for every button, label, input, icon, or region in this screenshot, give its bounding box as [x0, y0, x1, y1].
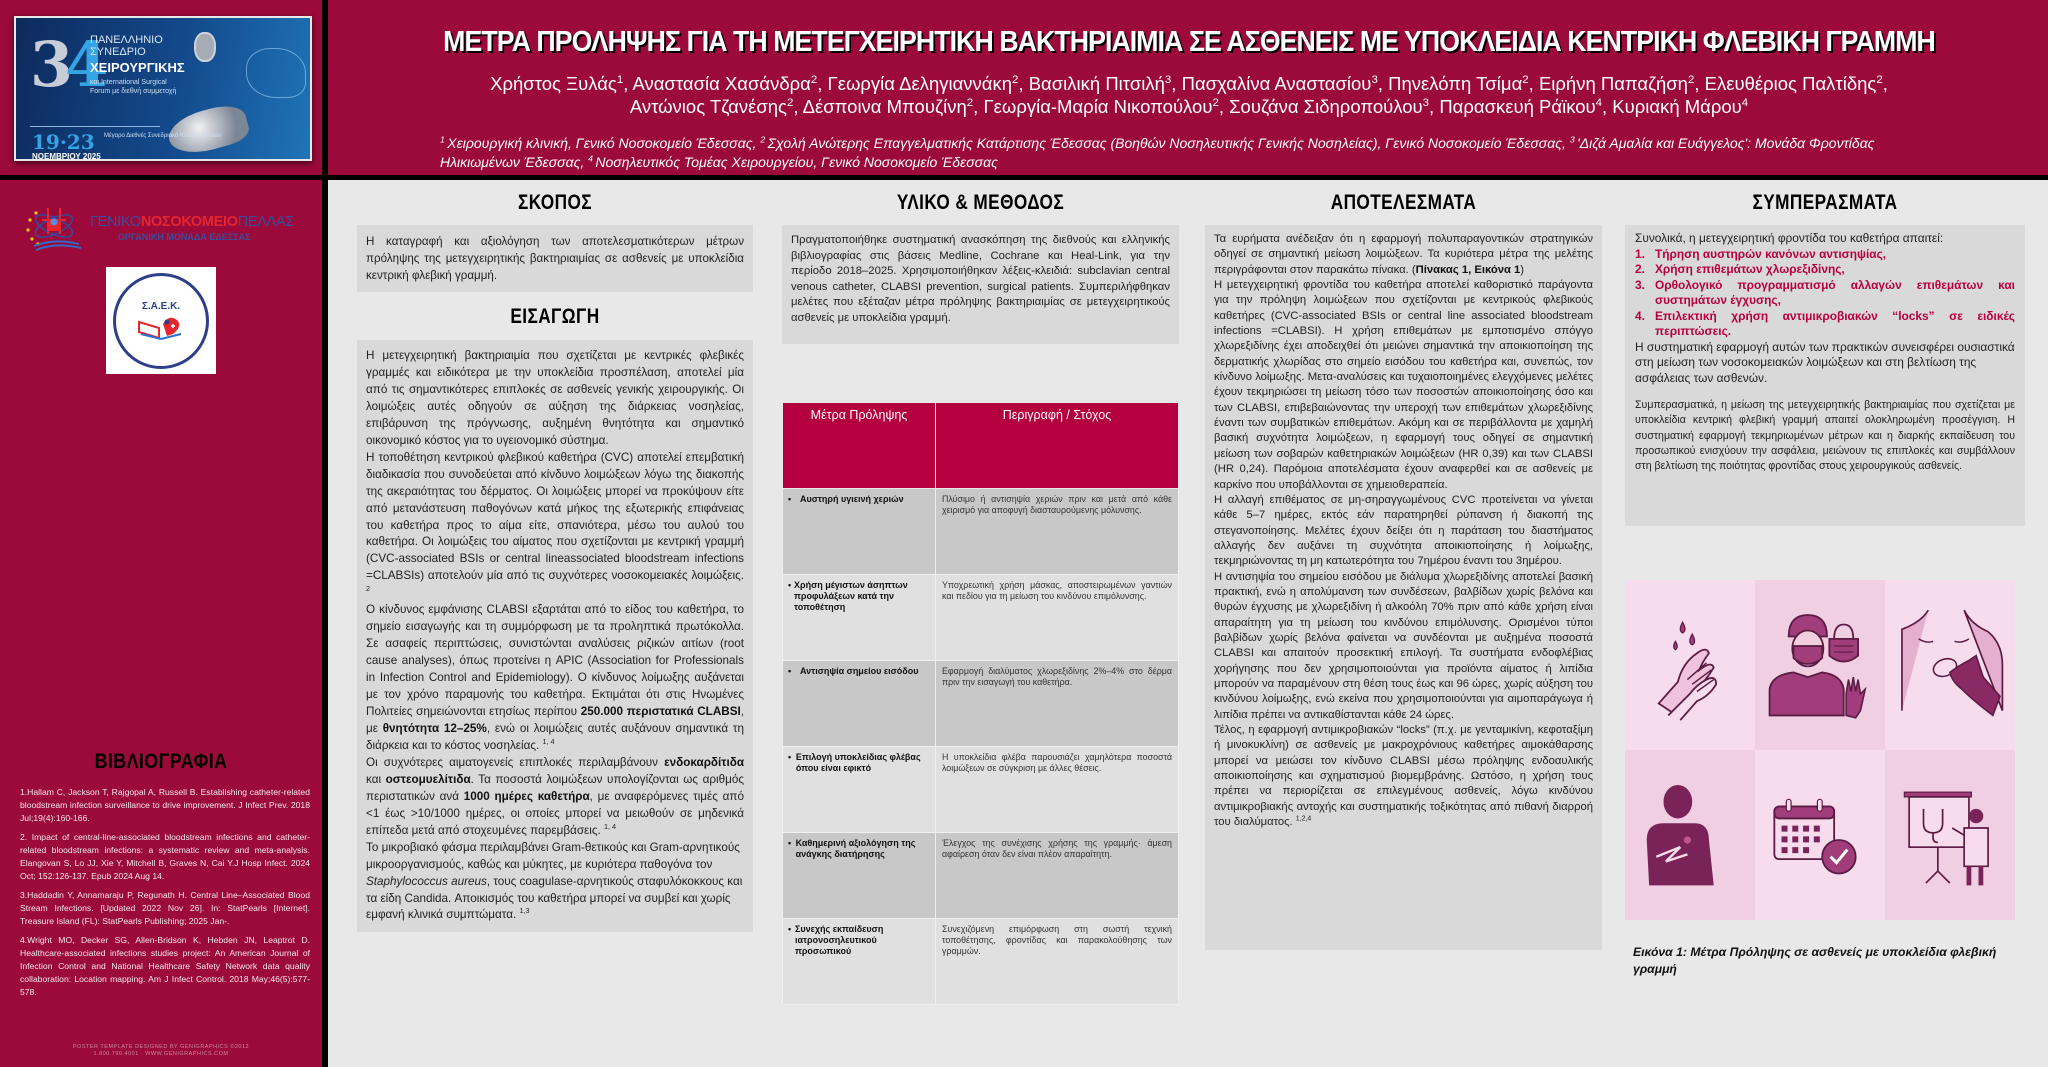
hand-washing-icon — [1630, 587, 1750, 743]
author: Κυριακή Μάρου$^4$ — [1612, 96, 1749, 117]
author: Πασχαλίνα Αναστασίου$^3$ — [1181, 73, 1378, 94]
conclusion-item: 3. Ορθολογικό προγραμματισμό αλλαγών επιθεμάτων και συστημάτων έγχυσης, — [1635, 277, 2015, 307]
intro-paragraph: Ο κίνδυνος εμφάνισης CLABSI εξαρτάται από το είδος του καθετήρα, το σημείο εισαγωγής και τη συμμόρφωση με τα προληπτικά πρωτόκολλα. Σε ασαφείς περιπτώσεις, συνιστώνται αναλύσεις ριζικών αιτίων (root cause analyses), όπως προτείνει η APIC (Association for Professionals in Infection Control and Epidemiology). Ο κίνδυνος λοίμωξης αυξάνεται με τον χρόνο παραμονής του καθετήρα. Εκτιμάται ότι στις Ηνωμένες Πολιτείες σημειώνονται ετησίως περίπου 250.000 περιστατικά CLABSI, με θνητότητα 12–25%, ενώ οι λοιμώξεις αυτές αυξάνουν σημαντικά τη διάρκεια και το κόστος νοσηλείας. $^{1, 4}$ — [366, 603, 744, 752]
intro-paragraph: Η μετεγχειρητική βακτηριαιμία που σχετίζεται με κεντρικές φλεβικές γραμμές και ειδικότερα με την υποκλείδια προσπέλαση, αποτελεί μία από τις σημαντικότερες επιπλοκές σε ασθενείς γενικής χειρουργικής. Οι λοιμώξεις αυτές οδηγούν σε αύξηση της διάρκειας νοσηλείας, επιβάρυνση της πρόγνωσης, αυξημένη θνητότητα και σημαντικό οικονομικό κόστος για το υγειονομικό σύστημα. — [366, 349, 744, 447]
reference-item: 4.Wright MO, Decker SG, Allen-Bridson K, Hebden JN, Leaptrot D. Healthcare-associated infections studies project: An American Journal of Infection Control and National Healthcare Safety Network data quality collaboration: Location mapping. Am J Infect Control. 2018 May;46(5):577-578. — [20, 935, 310, 997]
table-row — [783, 661, 1179, 747]
column-results — [1205, 180, 1602, 950]
saek-emblem-icon — [113, 273, 209, 369]
reference-item: 1.Hallam C, Jackson T, Rajgopal A, Russell B. Establishing catheter-related bloodstream infection surveillance to drive improvement. J Infect Prev. 2018 Jul;19(4):160-166. — [20, 787, 310, 823]
banner-venue: Μέγαρο Διεθνές Συνεδριακό Κέντρο Αθηνών — [104, 133, 222, 139]
table-row — [783, 747, 1179, 833]
prevention-measures-table — [782, 402, 1179, 1005]
bullet-icon: • — [788, 580, 792, 590]
conclusion-item: 2. Χρήση επιθεμάτων χλωρεξιδίνης, — [1635, 262, 1845, 276]
hospital-name: ΓΕΝΙΚΟΝΟΣΟΚΟΜΕΙΟΠΕΛΛΑΣ — [90, 214, 295, 230]
figure-1-icon-grid — [1625, 580, 2015, 920]
banner-line3: ΧΕΙΡΟΥΡΓΙΚΗΣ — [90, 60, 185, 75]
banner-divider — [30, 126, 160, 127]
aim-title: ΣΚΟΠΟΣ — [517, 191, 593, 214]
banner-dates: 19·23 — [32, 130, 95, 154]
left-sidebar — [0, 180, 322, 1067]
bullet-icon: • — [788, 752, 792, 762]
affiliation: $^1$ Χειρουργική κλινική, Γενικό Νοσοκομείο Έδεσσας, — [440, 134, 761, 151]
poster-body — [328, 180, 2048, 1067]
author: Πηνελόπη Τσίμα$^2$ — [1388, 73, 1529, 94]
author-list: Χρήστος Ξυλάς$^1$, Αναστασία Χασάνδρα$^2$, Γεωργία Δεληγιαννάκη$^2$, Βασιλική Πιτσιλή$^3$, Πασχαλίνα Αναστασίου$^3$, Πηνελόπη Τσίμα$^2$, Ειρήνη Παπαζήση$^2$, Ελευθέριος Παλτίδης$^2$, Αντώνιος Τζανέσης$^2$, Δέσποινα Μπουζίνη$^2$, Γεωργία-Μαρία Νικοπούλου$^2$, Σουζάνα Σιδηροπούλου$^3$, Παρασκευή Ράϊκου$^4$, Κυριακή Μάρου$^4$ — [490, 73, 1888, 117]
figure-cell — [1625, 750, 1755, 920]
bullet-icon: • — [788, 924, 792, 934]
conclusions-title: ΣΥΜΠΕΡΑΣΜΑΤΑ — [1752, 191, 1898, 214]
conclusion-item: 1. Τήρηση αυστηρών κανόνων αντισηψίας, — [1635, 246, 1887, 261]
table-row — [783, 575, 1179, 661]
banner-line1: ΠΑΝΕΛΛΗΝΙΟ ΣΥΝΕΔΡΙΟ — [90, 34, 163, 58]
measure-cell: • Συνεχής εκπαίδευση ιατρονοσηλευτικού προσωπικού — [783, 919, 936, 1005]
saek-logo — [106, 267, 216, 374]
figure-cell — [1755, 580, 1885, 750]
figure-cell — [1625, 580, 1755, 750]
mask-gloves-icon — [1760, 587, 1880, 743]
template-credit: POSTER TEMPLATE DESIGNED BY GENIGRAPHICS ©2012 1.800.790.4001 · WWW.GENIGRAPHICS.COM — [72, 1044, 250, 1057]
conclusions-box — [1625, 225, 2025, 526]
reference-item: 3.Haddadin Y, Annamaraju P, Regunath H. Central Line–Associated Blood Stream Infections. [Updated 2022 Nov 26]. In: StatPearls [Internet]. Treasure Island (FL): StatPearls Publishing; 2025 Jan-. — [20, 890, 310, 926]
hospital-logo — [20, 200, 310, 260]
author: Βασιλική Πιτσιλή$^3$ — [1028, 73, 1172, 94]
description-cell: Συνεχιζόμενη επιμόρφωση στη σωστή τεχνική τοποθέτησης, φροντίδας και παρακολούθησης των γραμμών. — [936, 919, 1179, 1005]
congress-number: 34 — [30, 28, 101, 101]
conclusions-list — [1635, 247, 2015, 340]
hospital-emblem-icon — [24, 204, 84, 254]
subclavian-site-icon — [1630, 757, 1750, 913]
column-methods — [782, 180, 1179, 344]
conclusions-paragraph: Η συστηματική εφαρμογή αυτών των πρακτικών συνεισφέρει ουσιαστικά στη μείωση των νοσοκομειακών λοιμώξεων και στη βελτίωση της ασφάλειας των ασθενών. — [1635, 339, 2015, 385]
table-header-description: Περιγραφή / Στόχος — [936, 403, 1179, 489]
affiliation: $^4$ Νοσηλευτικός Τομέας Χειρουργείου, Γενικό Νοσοκομείο Έδεσσας — [588, 153, 998, 170]
table-row — [783, 919, 1179, 1005]
intro-title: ΕΙΣΑΓΩΓΗ — [510, 305, 600, 328]
description-cell: Πλύσιμο ή αντισηψία χεριών πριν και μετά από κάθε χειρισμό για αποφυγή διασταυρούμενης μόλυνσης. — [936, 489, 1179, 575]
bullet-icon: • — [788, 666, 792, 676]
intro-paragraph: Η τοποθέτηση κεντρικού φλεβικού καθετήρα (CVC) αποτελεί επεμβατική διαδικασία που συνοδεύεται από κίνδυνο λοιμώξεων λόγω της διακοπής της ακεραιότητας του δέρματος. Οι λοιμώξεις μπορεί να προκύψουν είτε από μετανάστευση παθογόνων κατά μήκος της εξωτερικής επιφάνειας του καθετήρα προς το αίμα είτε, σπανιότερα, μέσω του αυλού του καθετήρα. Οι λοιμώξεις του αίματος που σχετίζονται με κεντρική γραμμή (CVC-associated BSIs or central lineassociated bloodstream infections =CLABSIs) αποτελούν μία από τις συχνότερες νοσοκομειακές λοιμώξεις. $^2$ — [366, 450, 744, 594]
column-aim-intro — [357, 180, 753, 932]
author: Ειρήνη Παπαζήση$^2$ — [1538, 73, 1695, 94]
intro-box — [357, 340, 753, 932]
results-box — [1205, 225, 1602, 950]
author: Δέσποινα Μπουζίνη$^2$ — [802, 96, 974, 117]
author: Χρήστος Ξυλάς$^1$ — [490, 73, 624, 94]
author: Γεωργία-Μαρία Νικοπούλου$^2$ — [983, 96, 1219, 117]
intro-paragraph: Το μικροβιακό φάσμα περιλαμβάνει Gram-θετικούς και Gram-αρνητικούς μικροοργανισμούς, καθώς και μύκητες, με κυριότερα παθογόνα τον Staphylococcus aureus, τους coagulase-αρνητικούς σταφυλόκοκκους και τα είδη Candida. Αποικισμός του καθετήρα μπορεί να συμβεί και χωρίς εμφανή κλινικά συμπτώματα. $^{1,3}$ — [366, 840, 743, 922]
poster-header — [0, 0, 2048, 175]
author: Γεωργία Δεληγιαννάκη$^2$ — [827, 73, 1019, 94]
column-conclusions — [1625, 180, 2025, 526]
author: Ελευθέριος Παλτίδης$^2$ — [1704, 73, 1883, 94]
methods-box — [782, 225, 1179, 344]
affiliation: $^2$ Σχολή Ανώτερης Επαγγελματικής Κατάρτισης Έδεσσας (Βοηθών Νοσηλευτικής Γενικής Νοσηλείας), Γενικό Νοσοκομείο Έδεσσας, — [760, 134, 1570, 151]
results-paragraph: Η μετεγχειρητική φροντίδα του καθετήρα αποτελεί καθοριστικό παράγοντα για την πρόληψη λοιμώξεων που σχετίζονται με κεντρικούς φλεβικούς καθετήρες (CVC-associated BSIs or central line associated bloodstream infections =CLABSI). Η χρήση επιθεμάτων με εμποτισμένο σπόγγο χλωρεξιδίνης έχει αποδειχθεί ότι μειώνει σημαντικά την αποικιοποίηση της δερματικής χλωρίδας στο σημείο εισόδου του καθετήρα και, συνεπώς, τον κίνδυνο λοίμωξης. Μετα-αναλύσεις και τυχαιοποιημένες ελεγχόμενες μελέτες έχουν τεκμηριώσει τη μείωση τόσο των ποσοστών αποικιοποίησης όσο και των CLABSI, επιβεβαιώνοντας την υπεροχή των επιθεμάτων χλωρεξιδίνης έναντι των συμβατικών επιθεμάτων. Ακόμη και σε περιβάλλοντα με χαμηλή βασική συχνότητα λοιμώξεων, η εφαρμογή τους οδηγεί σε σημαντική μείωση των σοβαρών καθετηριακών λοιμώξεων (HR 0,39) και των CLABSI (HR 0,24). Παρόμοια αποτελέσματα έχουν αναφερθεί και σε ασθενείς με καρκίνο που υποβάλλονται σε χημειοθεραπεία. — [1214, 279, 1593, 491]
affiliation: $^3$ 'Διζά Αμαλία και Ευάγγελος': Μονάδα Φροντίδας Ηλικιωμένων Έδεσσας, — [440, 134, 1875, 170]
figure-caption: Εικόνα 1: Μέτρα Πρόληψης σε ασθενείς με υποκλείδια φλεβική γραμμή — [1633, 945, 1997, 976]
intro-paragraph: Οι συχνότερες αιματογενείς επιπλοκές περιλαμβάνουν ενδοκαρδίτιδα και οστεομυελίτιδα. Τα ποσοστά λοιμώξεων υπολογίζονται ως αριθμός περιστατικών ανά 1000 ημέρες καθετήρα, με αναφερόμενες τιμές από <1 έως >10/1000 ημέρες, οι οποίες μπορεί να μειωθούν σε μηδενικά επίπεδα μετά από στοχευμένες παρεμβάσεις. $^{1, 4}$ — [366, 755, 744, 837]
results-title: ΑΠΟΤΕΛΕΣΜΑΤΑ — [1330, 191, 1477, 214]
daily-assessment-calendar-icon — [1760, 757, 1880, 913]
methods-text: Πραγματοποιήθηκε συστηματική ανασκόπηση της διεθνούς και ελληνικής βιβλιογραφίας στις βάσεις Medline, Cochrane και Heal-Link, για την περίοδο 2018–2025. Χρησιμοποιήθηκαν λέξεις-κλειδιά: subclavian central venous catheter, CLABSI prevention, surgical patients. Συμπεριλήφθηκαν μελέτες που εξέταζαν μέτρα πρόληψης βακτηριαιμίας σε μετεγχειρητικούς ασθενείς με υποκλείδια γραμμή. — [791, 234, 1170, 324]
aim-box — [357, 225, 753, 292]
banner-month: ΝΟΕΜΒΡΙΟΥ 2025 — [32, 152, 101, 161]
bullet-icon: • — [788, 838, 792, 848]
author: Παρασκευή Ράϊκου$^4$ — [1439, 96, 1603, 117]
wireframe-hand-icon — [246, 48, 306, 98]
results-paragraph: Τα ευρήματα ανέδειξαν ότι η εφαρμογή πολυπαραγοντικών στρατηγικών οδηγεί σε σημαντική μείωση λοιμώξεων. Τα κυριότερα μέτρα της μελέτης περιγράφονται στον παρακάτω πίνακα. (Πίνακας 1, Εικόνα 1) — [1214, 233, 1593, 276]
results-paragraph: Η αλλαγή επιθέματος σε μη-σηραγγωμένους CVC προτείνεται να γίνεται κάθε 5–7 ημέρες, εκτός εάν παρατηρηθεί ρύπανση ή διακοπή της στεγανοποίησης. Μελέτες έχουν δείξει ότι η παράταση του διαστήματος αλλαγής δεν αυξάνει τη συχνότητα αποικιοποίησης ή λοίμωξης, τεκμηριώνοντας τη μη κατωτερότητα του 7ημέρου έναντι του 3ημέρου. — [1214, 493, 1593, 568]
hospital-subtitle: ΟΡΓΑΝΙΚΗ ΜΟΝΑΔΑ ΕΔΕΣΣΑΣ — [118, 232, 251, 242]
description-cell: Υποχρεωτική χρήση μάσκας, αποστειρωμένων γαντιών και πεδίου για τη μείωση του κινδύνου επιμόλυνσης. — [936, 575, 1179, 661]
society-seal-icon — [194, 32, 216, 62]
saek-abbreviation: Σ.Α.Ε.Κ. — [141, 301, 181, 312]
figure-cell — [1755, 750, 1885, 920]
open-book-heart-icon — [137, 314, 185, 340]
robotic-hand-icon — [164, 100, 252, 159]
poster-title: ΜΕΤΡΑ ΠΡΟΛΗΨΗΣ ΓΙΑ ΤΗ ΜΕΤΕΓΧΕΙΡΗΤΙΚΗ ΒΑΚΤΗΡΙΑΙΜΙΑ ΣΕ ΑΣΘΕΝΕΙΣ ΜΕ ΥΠΟΚΛΕΙΔΙΑ ΚΕΝΤΡΙΚΗ ΦΛΕΒΙΚΗ ΓΡΑΜΜΗ — [443, 26, 1935, 58]
bibliography-title: ΒΙΒΛΙΟΓΡΑΦΙΑ — [94, 750, 228, 773]
conclusions-paragraph: Συμπερασματικά, η μείωση της μετεγχειρητικής βακτηριαιμίας που σχετίζεται με υποκλείδια κεντρική φλεβική γραμμή απαιτεί ολοκληρωμένη προσέγγιση. Η συστηματική εφαρμογή τεκμηριωμένων μέτρων και η διαρκής εκπαίδευση του προσωπικού ενισχύουν την ασφάλεια, μειώνουν τις επιπλοκές και συμβάλλουν στη βελτίωση της ποιότητας φροντίδας στους χειρουργικούς ασθενείς. — [1635, 399, 2015, 473]
measure-cell: • Επιλογή υποκλείδιας φλέβας όπου είναι εφικτό — [783, 747, 936, 833]
staff-training-icon — [1890, 757, 2010, 913]
figure-cell — [1885, 750, 2015, 920]
banner-line4: και International Surgical Forum με διεθνή συμμετοχή — [90, 79, 177, 95]
author: Αντώνιος Τζανέσης$^2$ — [629, 96, 794, 117]
author: Σουζάνα Σιδηροπούλου$^3$ — [1229, 96, 1430, 117]
table-row — [783, 489, 1179, 575]
table-header-row — [783, 403, 1179, 489]
methods-title: ΥΛΙΚΟ & ΜΕΘΟΔΟΣ — [896, 191, 1065, 214]
skin-antisepsis-icon — [1890, 587, 2010, 743]
author: Αναστασία Χασάνδρα$^2$ — [632, 73, 818, 94]
conclusion-item: 4. Επιλεκτική χρήση αντιμικροβιακών “locks” σε ειδικές περιπτώσεις. — [1635, 308, 2015, 338]
description-cell: Η υποκλείδια φλέβα παρουσιάζει χαμηλότερα ποσοστά λοιμώξεων σε σύγκριση με άλλες θέσεις. — [936, 747, 1179, 833]
measure-cell: • Χρήση μέγιστων άσηπτων προφυλάξεων κατά την τοποθέτηση — [783, 575, 936, 661]
reference-list — [20, 786, 310, 1005]
measure-cell: • Αντισηψία σημείου εισόδου — [783, 661, 936, 747]
reference-item: 2. Impact of central-line-associated bloodstream infections and catheter-related bloodstream infections: a systematic review and meta-analysis. Elangovan S, Lo JJ, Xie Y, Mitchell B, Graves N, Cai Y.J Hosp Infect. 2024 Oct; 152:126-137. Epub 2024 Aug 14. — [20, 832, 310, 881]
bullet-icon: • — [788, 494, 792, 504]
affiliations — [440, 134, 1910, 172]
table-header-measure: Μέτρα Πρόληψης — [783, 403, 936, 489]
results-paragraph: Τέλος, η εφαρμογή αντιμικροβιακών “locks” (π.χ. με γενταμικίνη, κεφοταξίμη ή μινοκυκλίνη) σε ασθενείς με μακροχρόνιους καθετήρες αιμοκάθαρσης μπορεί να μειώσει τον κίνδυνο CLABSI μέσω πρόληψης ενδοαυλικής αποικιοποίησης και σχηματισμού βιομεμβράνης. Ωστόσο, η χρήση τους πρέπει να περιορίζεται σε επιλεγμένους ασθενείς, λόγω κινδύνου αντιμικροβιακής αντοχής και συστηματικής τοξικότητας από πιθανή διαρροή του διαλύματος. $^{1,2,4}$ — [1214, 724, 1593, 829]
measure-cell: • Καθημερινή αξιολόγηση της ανάγκης διατήρησης — [783, 833, 936, 919]
figure-cell — [1885, 580, 2015, 750]
description-cell: Έλεγχος της συνέχισης χρήσης της γραμμής· άμεση αφαίρεση όταν δεν είναι πλέον απαραίτητη. — [936, 833, 1179, 919]
results-paragraph: Η αντισηψία του σημείου εισόδου με διάλυμα χλωρεξιδίνης αποτελεί βασική πρακτική, ενώ η απολύμανση των συνδέσεων, βαλβίδων χωρίς βελόνα και θυρών έγχυσης με χλωρεξιδίνη ή αλκοόλη 70% πριν από κάθε χρήση είναι απαραίτητη για τη μείωση του κινδύνου επιμόλυνσης. Ορισμένοι τύποι βαλβίδων χωρίς βελόνα φαίνεται να συνδέονται με αυξημένα ποσοστά CLABSI και απαιτούν προσεκτική επιλογή. Τα συστήματα ενδοφλέβιας χορήγησης που δεν χρησιμοποιούνται για προϊόντα αίματος ή λιπίδια μπορούν να παραμένουν στη θέση τους έως και 96 ώρες, χωρίς αύξηση του κινδύνου λοίμωξης, ενώ εκείνα που χρησιμοποιούνται για αιμοπαράγωγα ή λιπίδια πρέπει να αντικαθίστανται κάθε 24 ώρες. — [1214, 570, 1593, 721]
aim-text: Η καταγραφή και αξιολόγηση των αποτελεσματικότερων μέτρων πρόληψης της μετεγχειρητικής βακτηριαιμίας σε ασθενείς με υποκλείδια κεντρική φλεβική γραμμή. — [366, 235, 744, 282]
description-cell: Εφαρμογή διαλύματος χλωρεξιδίνης 2%–4% στο δέρμα πριν την εισαγωγή του καθετήρα. — [936, 661, 1179, 747]
conclusions-intro: Συνολικά, η μετεγχειρητική φροντίδα του καθετήρα απαιτεί: — [1635, 231, 1944, 245]
congress-banner — [14, 16, 312, 161]
table-row — [783, 833, 1179, 919]
measure-cell: • Αυστηρή υγιεινή χεριών — [783, 489, 936, 575]
